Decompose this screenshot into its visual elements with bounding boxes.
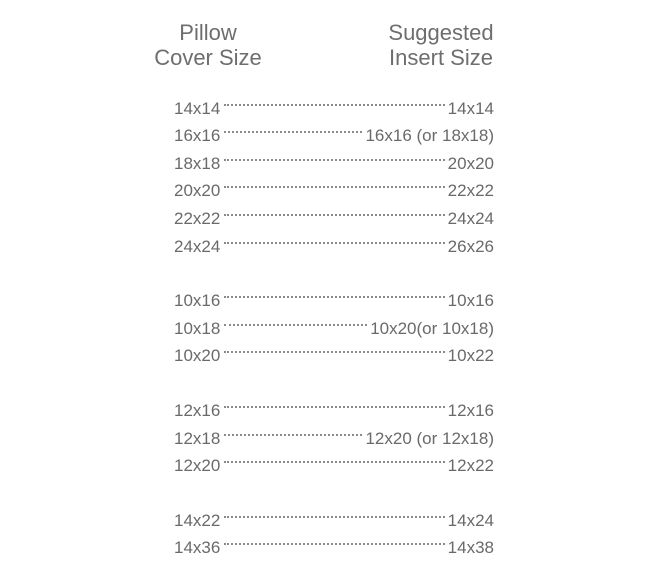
size-group xyxy=(174,388,494,476)
suggested-insert-size-heading xyxy=(374,20,508,70)
insert-size: 12x20 (or 12x18) xyxy=(365,428,494,448)
insert-size: 26x26 xyxy=(447,236,494,256)
insert-size: 10x16 xyxy=(447,291,494,311)
size-group xyxy=(174,86,494,256)
insert-size: 24x24 xyxy=(447,208,494,228)
heading-right-line2: Insert Size xyxy=(389,45,493,70)
insert-size: 10x22 xyxy=(447,346,494,366)
size-row xyxy=(174,86,494,118)
dot-leader xyxy=(224,169,444,197)
cover-size: 16x16 xyxy=(174,126,221,146)
cover-size: 14x22 xyxy=(174,510,221,530)
dot-leader xyxy=(224,86,444,114)
cover-size: 18x18 xyxy=(174,153,221,173)
cover-size: 10x20 xyxy=(174,346,221,366)
dot-leader xyxy=(224,279,444,307)
insert-size: 20x20 xyxy=(447,153,494,173)
size-group xyxy=(174,279,494,366)
size-row xyxy=(174,498,494,530)
cover-size: 24x24 xyxy=(174,236,221,256)
insert-size: 12x16 xyxy=(447,400,494,420)
dot-leader xyxy=(224,416,362,444)
dot-leader xyxy=(224,141,444,169)
size-group xyxy=(174,498,494,558)
dot-leader xyxy=(224,196,444,224)
dot-leader xyxy=(224,498,444,526)
heading-right-line1: Suggested xyxy=(388,20,494,45)
cover-size: 12x20 xyxy=(174,456,221,476)
insert-size: 12x22 xyxy=(447,456,494,476)
cover-size: 10x18 xyxy=(174,318,221,338)
cover-size: 22x22 xyxy=(174,208,221,228)
insert-size: 10x20(or 10x18) xyxy=(370,318,494,338)
dot-leader xyxy=(224,224,444,252)
insert-size: 14x38 xyxy=(447,538,494,558)
cover-size: 14x14 xyxy=(174,98,221,118)
cover-size: 12x18 xyxy=(174,428,221,448)
cover-size: 14x36 xyxy=(174,538,221,558)
insert-size: 14x14 xyxy=(447,98,494,118)
heading-left-line1: Pillow xyxy=(179,20,237,45)
heading-left-line2: Cover Size xyxy=(154,45,262,70)
insert-size: 14x24 xyxy=(447,510,494,530)
cover-size: 12x16 xyxy=(174,400,221,420)
size-row xyxy=(174,279,494,311)
size-chart xyxy=(174,86,494,580)
insert-size: 16x16 (or 18x18) xyxy=(365,126,494,146)
dot-leader xyxy=(224,334,444,362)
cover-size: 20x20 xyxy=(174,181,221,201)
dot-leader xyxy=(224,306,367,334)
pillow-cover-size-heading xyxy=(140,20,276,70)
dot-leader xyxy=(224,388,444,416)
cover-size: 10x16 xyxy=(174,291,221,311)
dot-leader xyxy=(224,444,444,472)
dot-leader xyxy=(224,114,362,142)
size-row xyxy=(174,388,494,420)
insert-size: 22x22 xyxy=(447,181,494,201)
dot-leader xyxy=(224,526,444,554)
